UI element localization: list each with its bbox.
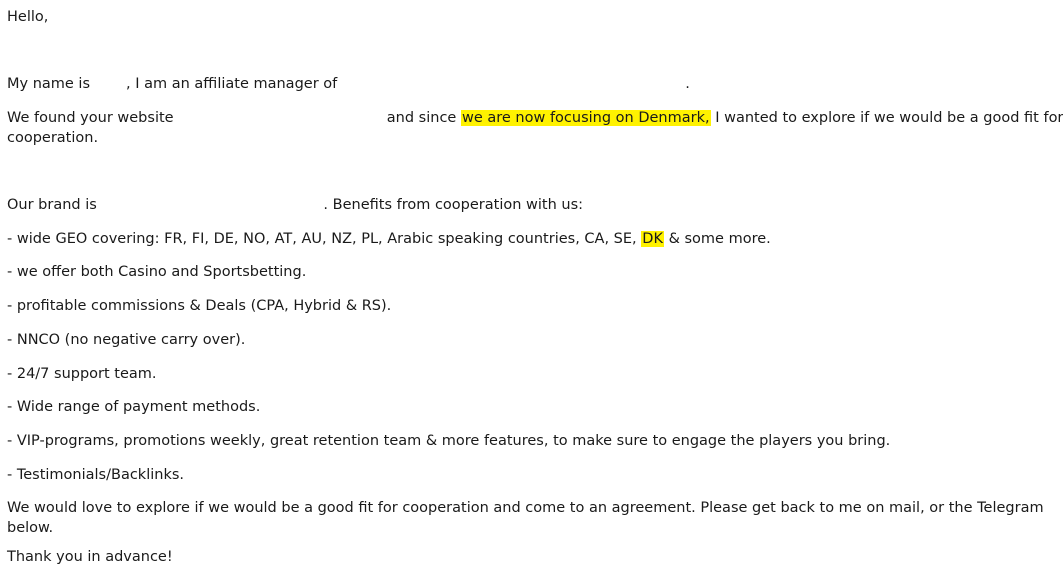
website-line-2: cooperation. — [7, 130, 99, 146]
brand-text-2: . Benefits from cooperation with us: — [323, 197, 584, 213]
geo-suffix: & some more. — [668, 231, 771, 247]
thanks-line: Thank you in advance! — [7, 549, 173, 565]
benefit-item: - VIP-programs, promotions weekly, great retention team & more features, to make sure to engage the players you bring. — [7, 433, 891, 449]
benefit-item: - Testimonials/Backlinks. — [7, 467, 185, 483]
website-line-1 — [7, 108, 1063, 128]
brand-text-1: Our brand is — [7, 197, 97, 213]
closing-line-2: below. — [7, 520, 54, 536]
redacted-brand — [101, 197, 323, 213]
closing-line-1: We would love to explore if we would be a good fit for cooperation and come to an agreement. Please get back to me on mail, or the Telegram — [7, 500, 1044, 516]
redacted-name — [90, 76, 126, 92]
benefit-item: - NNCO (no negative carry over). — [7, 332, 246, 348]
redacted-company — [337, 76, 685, 92]
geo-prefix: - wide GEO covering: FR, FI, DE, NO, AT, AU, NZ, PL, Arabic speaking countries, CA, SE, — [7, 231, 637, 247]
intro-text-1: My name is — [7, 76, 91, 92]
intro-text-3: . — [685, 76, 690, 92]
website-text-3: I wanted to explore if we would be a good fit for — [715, 110, 1063, 126]
website-text-1: We found your website — [7, 110, 174, 126]
redacted-website — [178, 110, 382, 126]
benefit-geo — [7, 229, 771, 249]
benefit-item: - Wide range of payment methods. — [7, 399, 261, 415]
benefit-item: - 24/7 support team. — [7, 366, 157, 382]
greeting: Hello, — [7, 9, 49, 25]
benefit-item: - we offer both Casino and Sportsbetting. — [7, 264, 307, 280]
highlight-dk: DK — [642, 231, 663, 247]
benefit-item: - profitable commissions & Deals (CPA, Hybrid & RS). — [7, 298, 392, 314]
website-text-2: and since — [386, 110, 457, 126]
highlight-denmark: we are now focusing on Denmark, — [461, 110, 710, 126]
intro-line — [7, 74, 690, 94]
brand-line — [7, 195, 583, 215]
intro-text-2: , I am an affiliate manager of — [126, 76, 338, 92]
